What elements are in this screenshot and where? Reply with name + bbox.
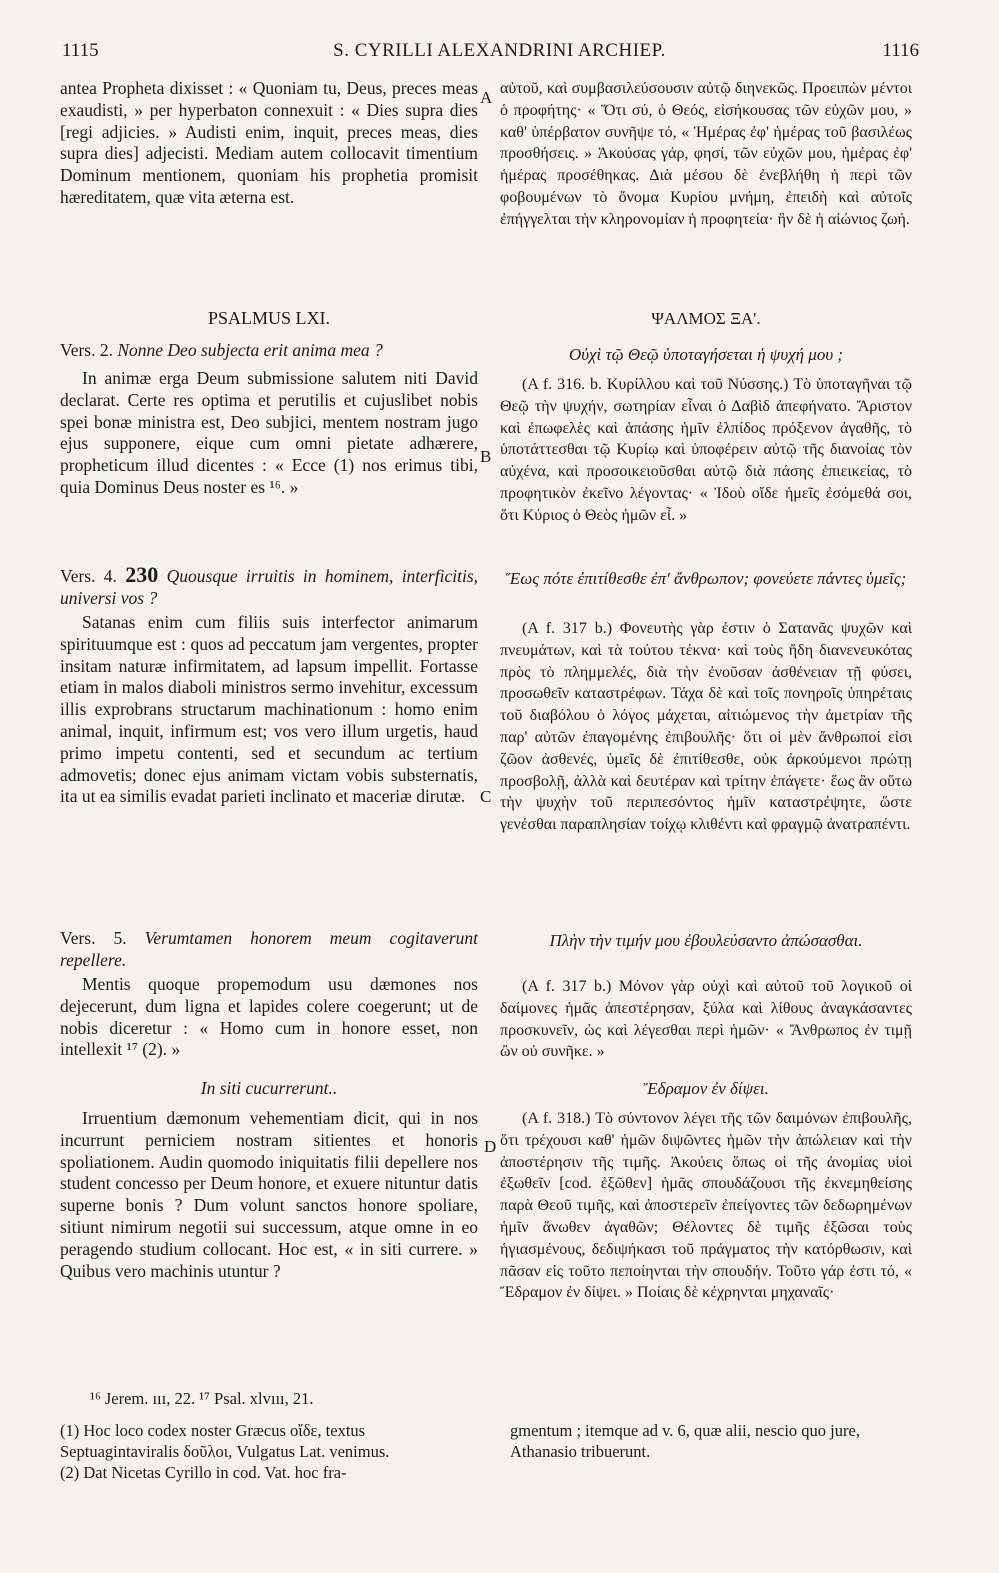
footnote-2: (2) Dat Nicetas Cyrillo in cod. Vat. hoc fra-	[60, 1463, 347, 1482]
greek-verse-4: Ἕως πότε ἐπιτίθεσθε ἐπ' ἄνθρωπον; φονεύετε πάντες ὑμεῖς;	[505, 569, 907, 588]
latin-intro: antea Propheta dixisset : « Quoniam tu, Deus, preces meas exaudisti, » per hyperbaton connexuit : « Dies supra dies [regi adjicies. » Audisti enim, inquit, preces meas, dies supra dies] adjecisti. Mediam autem collocavit timentium Dominum mentionem, quoniam his prophetia promisit hæreditatem, quæ vita æterna est.	[60, 78, 478, 207]
greek-psalm-title: ΨΑΛΜΟΣ ΞΑ'.	[651, 309, 761, 328]
greek-paragraph-3: (A f. 317 b.) Μόνον γὰρ οὐχὶ καὶ αὐτοῦ τοῦ λογικοῦ οἱ δαίμονες ἡμᾶς ἀπεστέρησαν, ξύλα καὶ λίθους ἀναγκάσαντες προσκυνεῖν, ὡς καὶ λέγεσθαι περὶ ἡμῶν· « Ἄνθρωπος ἐν τιμῇ ὢν οὐ συνῆκε. »	[500, 978, 912, 1061]
latin-paragraph-1: In animæ erga Deum submissione salutem niti David declarat. Certe res optima et perutilis et cujuslibet nobis spei bonæ ministra est, Deo subjici, mentem nostram jugo ejus supponere, eique cum omni pietate adhærere, propheticum illud dicentes : « Ecce (1) nos erimus tibi, quia Dominus Deus noster es ¹⁶. »	[60, 368, 478, 497]
footnotes-right	[510, 1420, 920, 1462]
latin-verse-4: Vers. 4. 230 Quousque irruitis in hominem, interficitis, universi vos ?	[60, 562, 479, 608]
column-number: 230	[125, 562, 159, 587]
greek-subheading: Ἔδραμον ἐν δίψει.	[643, 1079, 769, 1098]
footnote-1: (1) Hoc loco codex noster Græcus οἴδε, textus Septuagintaviralis δοῦλοι, Vulgatus Lat. venimus.	[60, 1421, 390, 1461]
latin-paragraph-4: Irruentium dæmonum vehementiam dicit, qui in nos incurrunt perniciem nostram sitientes et honoris spoliationem. Audin quomodo iniquitatis filii depellere nos student concesso per Deum honore, et exuere nituntur datis superne bonis ? Dum volunt sanctos honore spoliare, sitiunt nimirum negotii sui successum, atque omne in eo peragendo studium collocant. Hoc est, « in siti currere. » Quibus vero machinis utuntur ?	[60, 1108, 478, 1281]
greek-paragraph-1: (A f. 316. b. Κυρίλλου καὶ τοῦ Νύσσης.) Τὸ ὑποταγῆναι τῷ Θεῷ τὴν ψυχήν, σωτηρίαν εἶναι ὁ Δαβὶδ ἀπεφήνατο. Ἄριστον καὶ ἐπωφελὲς καὶ ἁπάσης ἡμῖν ἐλπίδος πρόξενον ἀγαθῆς, τὸ ὑποτάττεσθαι τῷ Κυρίῳ καὶ ὑποφέρειν αὐτῷ τῆς διανοίας τὸν αὐχένα, καὶ προσοικειοῦσθαι αὐτῷ διὰ πάσης ἐπιεικείας, τὸ προφητικὸν ἐκεῖνο λέγοντας· « Ἰδοὺ οἴδε ἡμεῖς ἐσόμεθά σοι, ὅτι Κύριος ὁ Θεὸς ἡμῶν εἶ. »	[500, 376, 912, 524]
latin-verse-2: Vers. 2. Nonne Deo subjecta erit anima mea ?	[60, 340, 383, 360]
footnote-2-continued: gmentum ; itemque ad v. 6, quæ alii, nescio quo jure, Athanasio tribuerunt.	[510, 1421, 860, 1461]
page-header	[0, 40, 999, 70]
latin-verse-5: Vers. 5. Verumtamen honorem meum cogitaverunt repellere.	[60, 928, 479, 970]
latin-paragraph-3: Mentis quoque propemodum usu dæmones nos dejecerunt, dum ligna et lapides colere coegerunt; ut de nobis diceretur : « Homo cum in honore esset, non intellexit ¹⁷ (2). »	[60, 974, 478, 1060]
greek-intro: αὐτοῦ, καὶ συμβασιλεύσουσιν αὐτῷ διηνεκῶς. Προειπὼν μέντοι ὁ προφήτης· « Ὅτι σύ, ὁ Θεός, εἰσήκουσας τῶν εὐχῶν μου, » καθ' ὑπέρβατον συνῆψε τό, « Ἡμέρας ἐφ' ἡμέρας τοῦ βασιλέως προσθήσεις. » Ἀκούσας γάρ, φησί, τῶν εὐχῶν μου, ἡμέρας ἐφ' ἡμέρας προσέθηκας. Διὰ μέσου δὲ ἐνεβλήθη ἡ περὶ τῶν φοβουμένων τὸ ὄνομα Κυρίου μνήμη, ἐπειδὴ καὶ αὐτοῖς ἐπήγγελται τὴν κληρονομίαν ἡ προφητεία· ἣν δὲ ἡ αἰώνιος ζωή.	[500, 80, 912, 228]
greek-paragraph-4: (A f. 318.) Τὸ σύντονον λέγει τῆς τῶν δαιμόνων ἐπιβουλῆς, ὅτι τρέχουσι καθ' ἡμῶν διψῶντες ἡμῶν τὴν ἀπώλειαν καὶ τὴν ἀποστέρησιν τῆς τιμῆς. Ἀκούεις ὅπως οἱ τῆς ἀνομίας υἱοὶ ἐξωθεῖν [cod. ἐξῶθεν] ἡμᾶς σπουδάζουσι τῆς ἐκνεμηθείσης παρὰ Θεοῦ τιμῆς, καὶ ἀποστερεῖν ἐπείγοντες τῶν δεδωρημένων ἡμῖν ἄνωθεν ἀγαθῶν; Θέλοντες δὲ τιμῆς ἐξῶσαι τοὺς ἡγιασμένους, δεδιψήκασι τοῦ πράγματος τὴν κατόρθωσιν, καὶ πᾶσαν εἰς τοῦτο πεποίηνται τὴν σπουδήν. Τοῦτο γάρ ἐστι τό, « Ἔδραμον ἐν δίψει. » Ποίαις δὲ κέχρηνται μηχαναῖς·	[500, 1110, 912, 1302]
scripture-references: ¹⁶ Jerem. ııı, 22. ¹⁷ Psal. xlvııı, 21.	[90, 1389, 314, 1408]
margin-letter-a: A	[480, 88, 493, 107]
latin-subheading: In siti cucurrerunt..	[200, 1078, 338, 1098]
greek-verse-2: Οὐχὶ τῷ Θεῷ ὑποταγήσεται ἡ ψυχή μου ;	[568, 345, 844, 364]
margin-letter-d: D	[484, 1137, 497, 1156]
greek-paragraph-2: (A f. 317 b.) Φονευτὴς γὰρ ἐστιν ὁ Σατανᾶς ψυχῶν καὶ πνευμάτων, καὶ τὰ τούτου τέκνα· καὶ τοὺς ἤδη διανενευκότας πρὸς τὸ πλημμελές, διὰ τὴν ἐνοῦσαν ἀσθένειαν τῇ φύσει, προσωθεῖν καταστρέφων. Τάχα δὲ καὶ τοῖς πονηροῖς ὑπηρέταις τοῦ διαβόλου ὁ λόγος μάχεται, αἰτιώμενος τὴν ἀμετρίαν τῆς παρ' αὐτῶν ἐπαγομένης ἐπιβουλῆς· ὅτι οἱ μὲν ἄνθρωποί εἰσι ζῶον ἀσθενές, ὑμεῖς δὲ ἐπιτίθεσθε, οὐκ ἀρκούμενοι πρώτῃ προσβολῇ, ἀλλὰ καὶ δευτέραν καὶ τρίτην ἐπάγετε· ἕως ἂν οὕτω τὴν ψυχὴν τοῦ περιπεσόντος ἡμῖν καταστρέψητε, ὥστε γενέσθαι παραπλησίαν τοίχῳ κλιθέντι καὶ φραγμῷ ἀνατραπέντι.	[500, 620, 912, 834]
running-title: S. CYRILLI ALEXANDRINI ARCHIEP.	[333, 40, 666, 61]
footnotes-left	[60, 1420, 480, 1483]
greek-verse-5: Πλὴν τὴν τιμήν μου ἐβουλεύσαντο ἀπώσασθαι.	[549, 931, 863, 950]
latin-paragraph-2: Satanas enim cum filiis suis interfector animarum spirituumque est : quos ad peccatum jam vergentes, propter insitam naturæ infirmitatem, ad lapsum impellit. Fortasse etiam in malos diaboli ministros sermo invehitur, excessum illis exprobrans structarum machinationum : homo enim animal, inquit, infirmum est; vos vero illum urgetis, haud primo impetu contenti, sed et secundum ac tertium admovetis; donec ejus animam victam vobis substernatis, ita ut ea similis evadat parieti inclinato et maceriæ dirutæ.	[60, 612, 478, 807]
page-number-right: 1116	[882, 40, 919, 61]
page-number-left: 1115	[62, 40, 99, 61]
latin-psalm-title: PSALMUS LXI.	[207, 308, 331, 328]
margin-letter-c: C	[480, 787, 492, 806]
margin-letter-b: B	[480, 447, 492, 466]
